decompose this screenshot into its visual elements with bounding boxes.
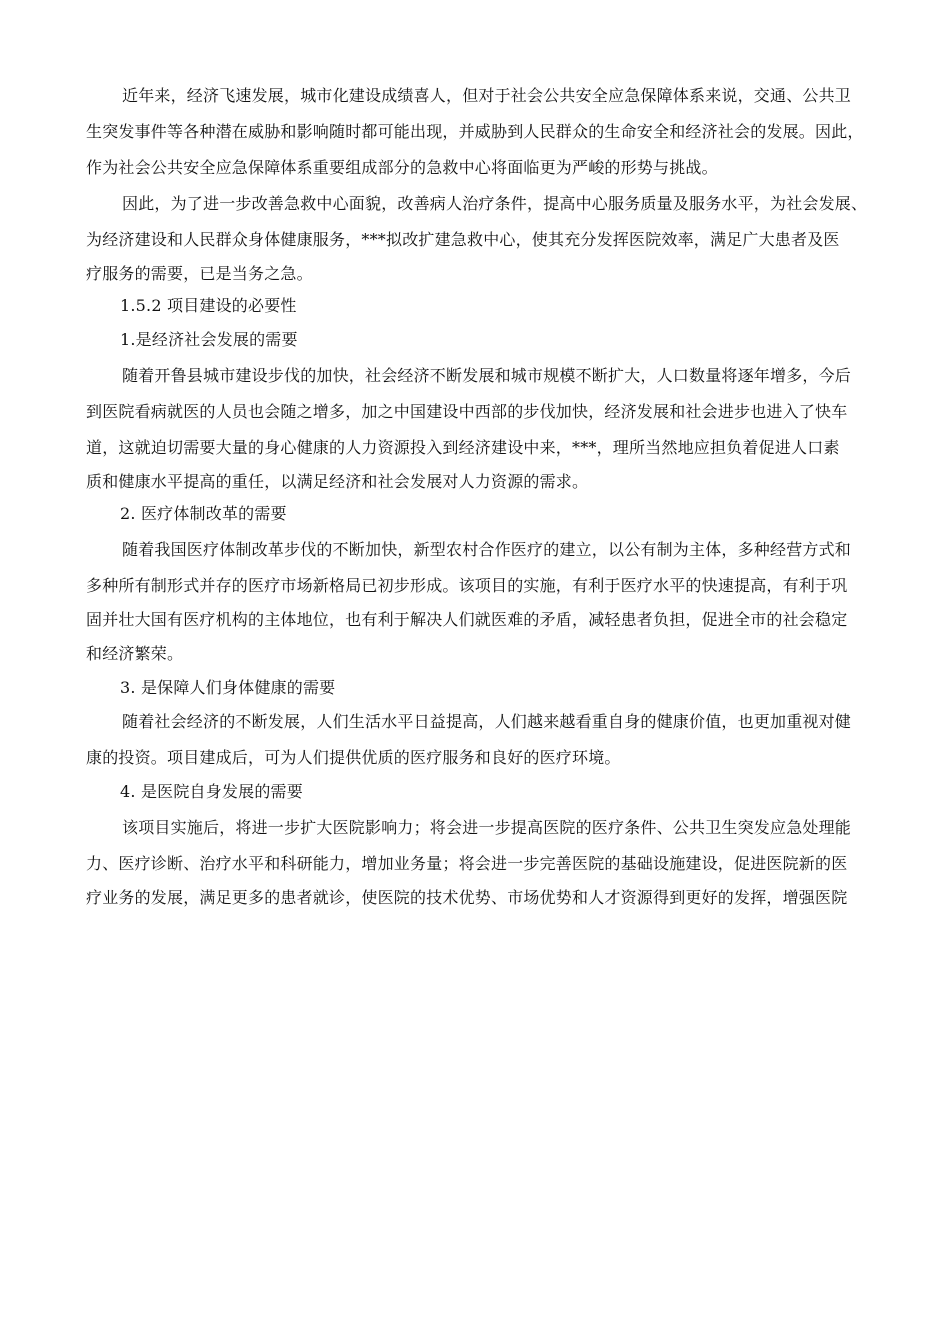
paragraph-1-line-3: 作为社会公共安全应急保障体系重要组成部分的急救中心将面临更为严峻的形势与挑战。	[86, 158, 718, 177]
section-heading-1-5-2: 1.5.2 项目建设的必要性	[120, 296, 297, 315]
subheading-4: 4. 是医院自身发展的需要	[120, 782, 303, 801]
paragraph-4-line-4: 和经济繁荣。	[86, 644, 184, 663]
paragraph-4-line-3: 固并壮大国有医疗机构的主体地位，也有利于解决人们就医难的矛盾，减轻患者负担，促进全市的社会稳定	[86, 610, 848, 629]
paragraph-3-line-3: 道，这就迫切需要大量的身心健康的人力资源投入到经济建设中来，***，理所当然地应担负着促进人口素	[86, 438, 840, 457]
paragraph-2-line-3: 疗服务的需要，已是当务之急。	[86, 264, 313, 283]
paragraph-5-line-2: 康的投资。项目建成后，可为人们提供优质的医疗服务和良好的医疗环境。	[86, 748, 621, 767]
paragraph-4-line-2: 多种所有制形式并存的医疗市场新格局已初步形成。该项目的实施，有利于医疗水平的快速提高，有利于巩	[86, 576, 848, 595]
paragraph-3-line-4: 质和健康水平提高的重任，以满足经济和社会发展对人力资源的需求。	[86, 472, 589, 491]
subheading-2: 2. 医疗体制改革的需要	[120, 504, 287, 523]
paragraph-2-line-2: 为经济建设和人民群众身体健康服务，***拟改扩建急救中心，使其充分发挥医院效率，满足广大患者及医	[86, 230, 840, 249]
paragraph-6-line-1: 该项目实施后，将进一步扩大医院影响力；将会进一步提高医院的医疗条件、公共卫生突发应急处理能	[122, 818, 852, 837]
paragraph-6-line-2: 力、医疗诊断、治疗水平和科研能力，增加业务量；将会进一步完善医院的基础设施建设，促进医院新的医	[86, 854, 848, 873]
paragraph-3-line-2: 到医院看病就医的人员也会随之增多，加之中国建设中西部的步伐加快，经济发展和社会进步也进入了快车	[86, 402, 848, 421]
paragraph-5-line-1: 随着社会经济的不断发展，人们生活水平日益提高，人们越来越看重自身的健康价值，也更加重视对健	[122, 712, 852, 731]
subheading-3: 3. 是保障人们身体健康的需要	[120, 678, 336, 697]
paragraph-2-line-1: 因此，为了进一步改善急救中心面貌，改善病人治疗条件，提高中心服务质量及服务水平，为社会发展、	[122, 194, 868, 213]
paragraph-4-line-1: 随着我国医疗体制改革步伐的不断加快，新型农村合作医疗的建立，以公有制为主体，多种经营方式和	[122, 540, 852, 559]
paragraph-1-line-2: 生突发事件等各种潜在威胁和影响随时都可能出现，并威胁到人民群众的生命安全和经济社会的发展。因此，	[86, 122, 864, 141]
paragraph-6-line-3: 疗业务的发展，满足更多的患者就诊，使医院的技术优势、市场优势和人才资源得到更好的发挥，增强医院	[86, 888, 848, 907]
subheading-1: 1.是经济社会发展的需要	[120, 330, 298, 349]
paragraph-3-line-1: 随着开鲁县城市建设步伐的加快，社会经济不断发展和城市规模不断扩大，人口数量将逐年增多，今后	[122, 366, 852, 385]
paragraph-1-line-1: 近年来，经济飞速发展，城市化建设成绩喜人，但对于社会公共安全应急保障体系来说，交通、公共卫	[122, 86, 852, 105]
